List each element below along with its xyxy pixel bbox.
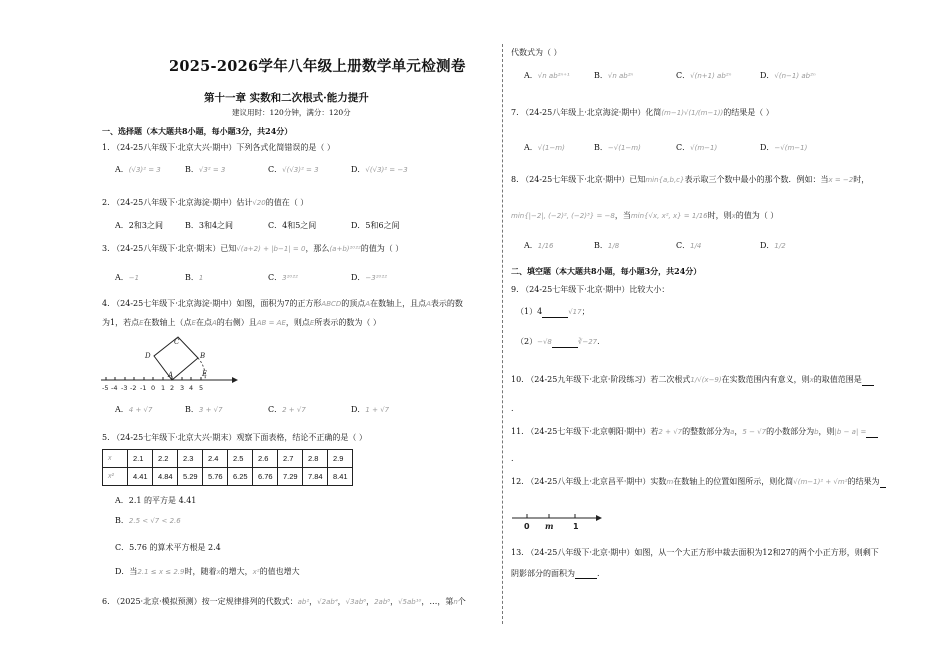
tick-label: 0 [151,384,156,392]
answer-blank[interactable] [862,377,874,386]
question-1-option-c[interactable]: C．√(√3)² = 3 [268,165,319,174]
question-10-stem: 10. （24-25九年级下·北京·阶段练习）若二次根式1/√(x−9)在实数范围内有意义，则x的取值范围是 [511,374,874,386]
answer-blank[interactable] [552,339,578,348]
axis-label-zero: 0 [524,522,530,531]
question-1-option-a[interactable]: A．(√3)² = 3 [115,165,161,174]
table-row [103,450,353,468]
question-2-option-a[interactable]: A．2和3之间 [115,221,163,230]
question-6-option-c[interactable]: C．√(n+1) ab²ⁿ [676,71,732,80]
section-choice-heading: 一、选择题（本大题共8小题，每小题3分，共24分） [102,126,293,136]
question-2-option-c[interactable]: C．4和5之间 [268,221,317,230]
table-cell: 6.25 [228,468,253,486]
question-4-option-d[interactable]: D．1 + √7 [351,405,390,414]
question-1-option-b[interactable]: B．√3² = 3 [185,165,226,174]
question-7-option-b[interactable]: B．−√(1−m) [594,143,641,152]
question-9-part-1: （1）4 √17； [516,307,590,316]
question-7-option-c[interactable]: C．√(m−1) [676,143,718,152]
question-8-option-d[interactable]: D．1/2 [760,241,786,250]
table-cell: 4.84 [153,468,178,486]
question-1-stem: 1. （24-25八年级下·北京大兴·期中）下列各式化简错误的是（ ） [102,143,335,152]
table-cell: 8.41 [328,468,353,486]
question-4-stem-line1: 4. （24-25七年级下·北京海淀·期中）如图，面积为7的正方形ABCD的顶点A在数轴上，且点A表示的数 [102,299,463,308]
tick-label: 4 [189,384,194,392]
figure-label-e: E [202,370,208,378]
tick-label: 3 [180,384,185,392]
question-9-part-2: （2）−√8 ∛−27. [516,337,600,346]
number-line-arrow [596,515,602,521]
question-7-option-d[interactable]: D．−√(m−1) [760,143,808,152]
question-11-end: . [511,454,514,463]
table-cell: 2.8 [303,450,328,468]
question-2-option-b[interactable]: B．3和4之间 [185,221,234,230]
table-row [103,468,353,486]
answer-blank[interactable] [575,570,597,579]
question-12-number-line [511,510,603,532]
table-cell: 2.1 [128,450,153,468]
question-8-stem-line1: 8. （24-25七年级下·北京·期中）已知min{a,b,c}表示取三个数中最小的那个数．例如：当x = −2时， [511,175,870,184]
question-4-figure [98,336,238,398]
question-4-stem-line2: 为1，若点E在数轴上（点E在点A的右侧）且AB = AE，则点E所表示的数为（ ） [102,318,381,327]
question-5-option-d[interactable]: D．当2.1 ≤ x ≤ 2.9时，随着x的增大，x²的值也增大 [115,567,300,576]
question-2-stem: 2. （24-25八年级下·北京海淀·期中）估计√20的值在（ ） [102,198,309,207]
question-5-option-a[interactable]: A．2.1 的平方是 4.41 [115,496,197,505]
table-cell: 2.5 [228,450,253,468]
question-5-table [102,449,353,486]
question-1-option-d[interactable]: D．√(√3)² = −3 [351,165,408,174]
question-8-option-c[interactable]: C．1/4 [676,241,702,250]
question-7-stem: 7. （24-25八年级上·北京海淀·期中）化简(m−1)√(1/(m−1))的结果是（ ） [511,108,774,117]
answer-blank[interactable] [880,479,886,488]
question-8-option-b[interactable]: B．1/8 [594,241,620,250]
chapter-heading: 第十一章 实数和二次根式·能力提升 [204,92,369,104]
table-cell: 2.3 [178,450,203,468]
question-5-option-b[interactable]: B．2.5 < √7 < 2.6 [115,516,181,525]
question-6-option-b[interactable]: B．√n ab²ⁿ [594,71,634,80]
table-cell: 2.9 [328,450,353,468]
axis-label-one: 1 [573,522,579,531]
table-cell: 4.41 [128,468,153,486]
question-3-stem: 3. （24-25八年级下·北京·期末）已知√(a+2) + |b−1| = 0，那么(a+b)²⁰²²的值为（ ） [102,244,404,253]
table-header-cell: x [103,450,128,468]
figure-label-c: C [174,338,180,346]
axis-label-m: m [545,521,554,531]
tick-label: -1 [140,384,147,392]
figure-label-a: A [168,371,174,379]
exam-title: 2025-2026学年八年级上册数学单元检测卷 [169,58,466,75]
figure-label-b: B [200,352,206,360]
question-8-stem-line2: min{|−2|, (−2)², (−2)³} = −8，当min{√x, x², x} = 1/16时，则x的值为（ ） [511,211,779,220]
tick-label: 5 [199,384,204,392]
answer-blank[interactable] [542,309,568,318]
question-5-stem: 5. （24-25七年级下·北京大兴·期末）观察下面表格，结论不正确的是（ ） [102,433,367,442]
question-13-stem: 13. （24-25八年级下·北京·期中）如图，从一个大正方形中裁去面积为12和27的两个小正方形，则剩下 [511,548,879,557]
question-3-option-c[interactable]: C．3²⁰²² [268,273,298,282]
question-6-option-a[interactable]: A．√n ab²ⁿ⁺¹ [524,71,570,80]
table-cell: 2.6 [253,450,278,468]
question-6-stem: 6. （2025·北京·模拟预测）按一定规律排列的代数式：ab²，√2ab⁴，√3ab⁶，2ab⁸，√5ab¹⁰，…，第n个 [102,597,466,606]
section-fill-heading: 二、填空题（本大题共8小题，每小题3分，共24分） [511,266,702,276]
question-3-option-b[interactable]: B．1 [185,273,204,282]
tick-label: -2 [130,384,137,392]
question-3-option-a[interactable]: A．−1 [115,273,140,282]
tick-label: -3 [121,384,128,392]
table-cell: 7.84 [303,468,328,486]
tick-label: -5 [102,384,109,392]
table-header-cell: x² [103,468,128,486]
page-divider [502,44,503,624]
tick-label: 1 [161,384,166,392]
table-cell: 5.29 [178,468,203,486]
number-line-arrow [232,377,238,383]
question-7-option-a[interactable]: A．√(1−m) [524,143,565,152]
tick-label: -4 [111,384,118,392]
question-2-option-d[interactable]: D．5和6之间 [351,221,400,230]
question-12-stem: 12. （24-25八年级上·北京昌平·期中）实数m在数轴上的位置如图所示，则化简√(m−1)² + √m²的结果为 [511,476,886,488]
figure-label-d: D [145,352,151,360]
tick-label: 2 [170,384,175,392]
exam-meta: 建议用时：120分钟，满分：120分 [232,108,351,117]
question-4-option-b[interactable]: B．3 + √7 [185,405,223,414]
question-9-stem: 9. （24-25七年级下·北京·期中）比较大小： [511,285,670,294]
table-cell: 2.2 [153,450,178,468]
question-5-option-c[interactable]: C．5.76 的算术平方根是 2.4 [115,543,221,552]
table-cell: 7.29 [278,468,303,486]
question-3-option-d[interactable]: D．−3²⁰²² [351,273,387,282]
question-8-option-a[interactable]: A．1/16 [524,241,554,250]
table-cell: 6.76 [253,468,278,486]
table-cell: 2.7 [278,450,303,468]
answer-blank[interactable] [866,429,878,438]
table-cell: 5.76 [203,468,228,486]
table-cell: 2.4 [203,450,228,468]
question-4-option-a[interactable]: A．4 + √7 [115,405,153,414]
question-13-stem-cont: 阴影部分的面积为 . [511,569,600,578]
question-4-option-c[interactable]: C．2 + √7 [268,405,306,414]
question-11-stem: 11. （24-25七年级下·北京朝阳·期中）若2 + √7的整数部分为a，5 − √7的小数部分为b，则|b − a| = [511,426,878,438]
question-6-option-d[interactable]: D．√(n−1) ab²ⁿ [760,71,816,80]
question-10-end: . [511,404,514,413]
question-6-stem-cont: 代数式为（ ） [511,48,562,57]
